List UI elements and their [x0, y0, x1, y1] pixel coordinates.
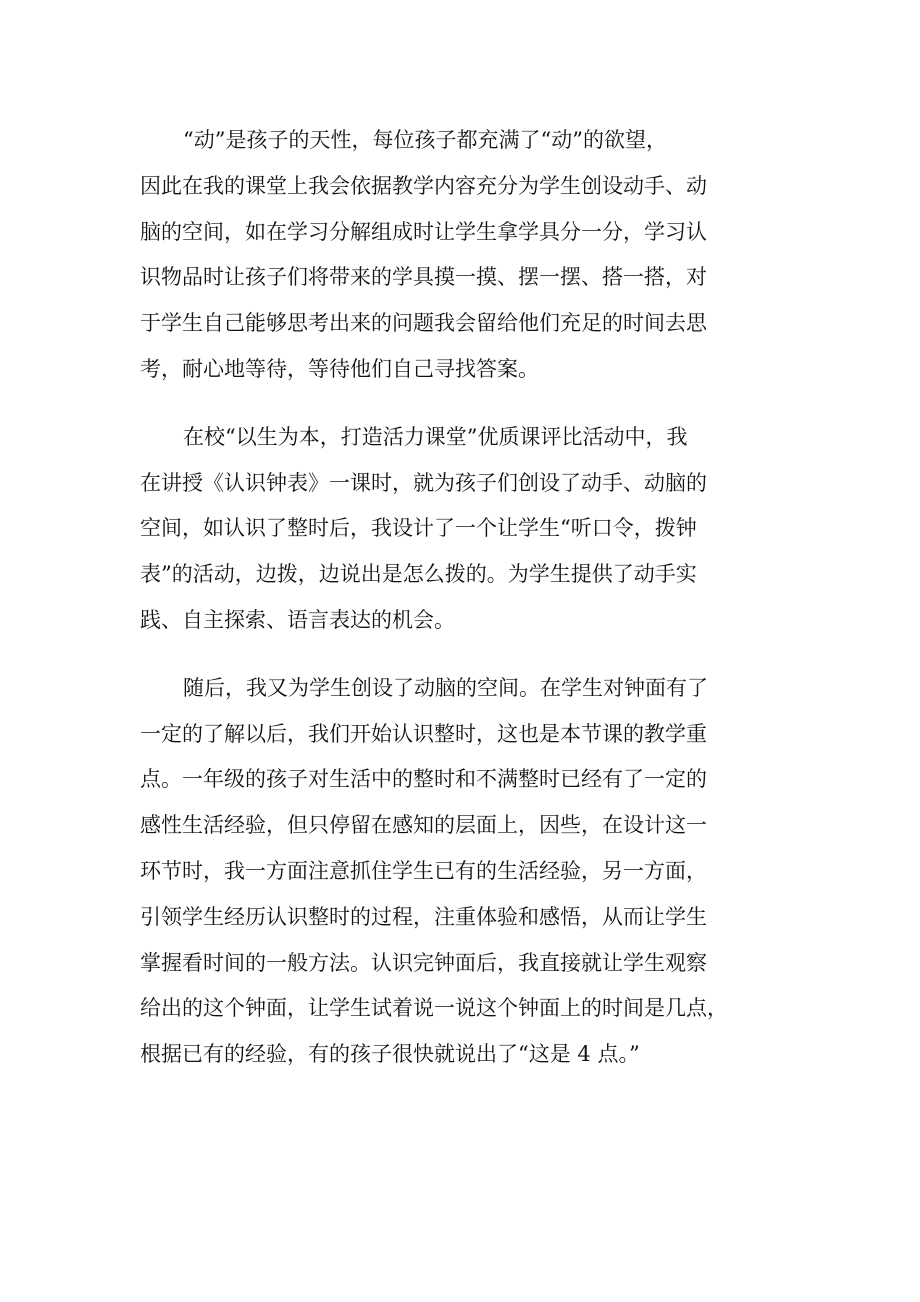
paragraph-line: 表”的活动，边拨，边说出是怎么拨的。为学生提供了动手实: [140, 562, 697, 587]
paragraph-line: 一定的了解以后，我们开始认识整时，这也是本节课的教学重: [140, 721, 707, 746]
paragraph-line: [140, 1078, 780, 1124]
paragraph-line: 引领学生经历认识整时的过程，注重体验和感悟，从而让学生: [140, 904, 707, 929]
paragraph-line: 在校“以生为本，打造活力课堂”优质课评比活动中，我: [183, 424, 688, 449]
document-body: [140, 118, 780, 1146]
paragraph-line: “动”是孩子的天性，每位孩子都充满了“动”的欲望，: [183, 128, 667, 152]
paragraph-line: 随后，我又为学生创设了动脑的空间。在学生对钟面有了: [183, 675, 708, 700]
paragraph-line: 掌握看时间的一般方法。认识完钟面后，我直接就让学生观察: [140, 950, 707, 975]
paragraph-line: 空间，如认识了整时后，我设计了一个让学生“听口令，拨钟: [140, 516, 697, 541]
paragraph-3: [140, 666, 780, 1124]
paragraph-line: 脑的空间，如在学习分解组成时让学生拿学具分一分，学习认: [140, 219, 707, 244]
paragraph-2: [140, 415, 780, 644]
paragraph-line: 因此在我的课堂上我会依据教学内容充分为学生创设动手、动: [140, 173, 707, 198]
paragraph-line: 践、自主探索、语言表达的机会。: [140, 607, 455, 632]
paragraph-line: 点。一年级的孩子对生活中的整时和不满整时已经有了一定的: [140, 767, 707, 792]
paragraph-line: 考，耐心地等待，等待他们自己寻找答案。: [140, 356, 539, 381]
paragraph-line: 于学生自己能够思考出来的问题我会留给他们充足的时间去思: [140, 311, 707, 336]
paragraph-1: [140, 118, 780, 393]
paragraph-line: 给出的这个钟面，让学生试着说一说这个钟面上的时间是几点，: [140, 996, 728, 1021]
paragraph-line: 根据已有的经验，有的孩子很快就说出了“这是 4 点。”: [140, 1042, 640, 1067]
paragraph-line: 在讲授《认识钟表》一课时，就为孩子们创设了动手、动脑的: [140, 470, 707, 495]
paragraph-line: 环节时，我一方面注意抓住学生已有的生活经验，另一方面，: [140, 858, 707, 883]
paragraph-line: 感性生活经验，但只停留在感知的层面上，因些，在设计这一: [140, 813, 707, 838]
paragraph-line: 识物品时让孩子们将带来的学具摸一摸、摆一摆、搭一搭，对: [140, 265, 707, 290]
